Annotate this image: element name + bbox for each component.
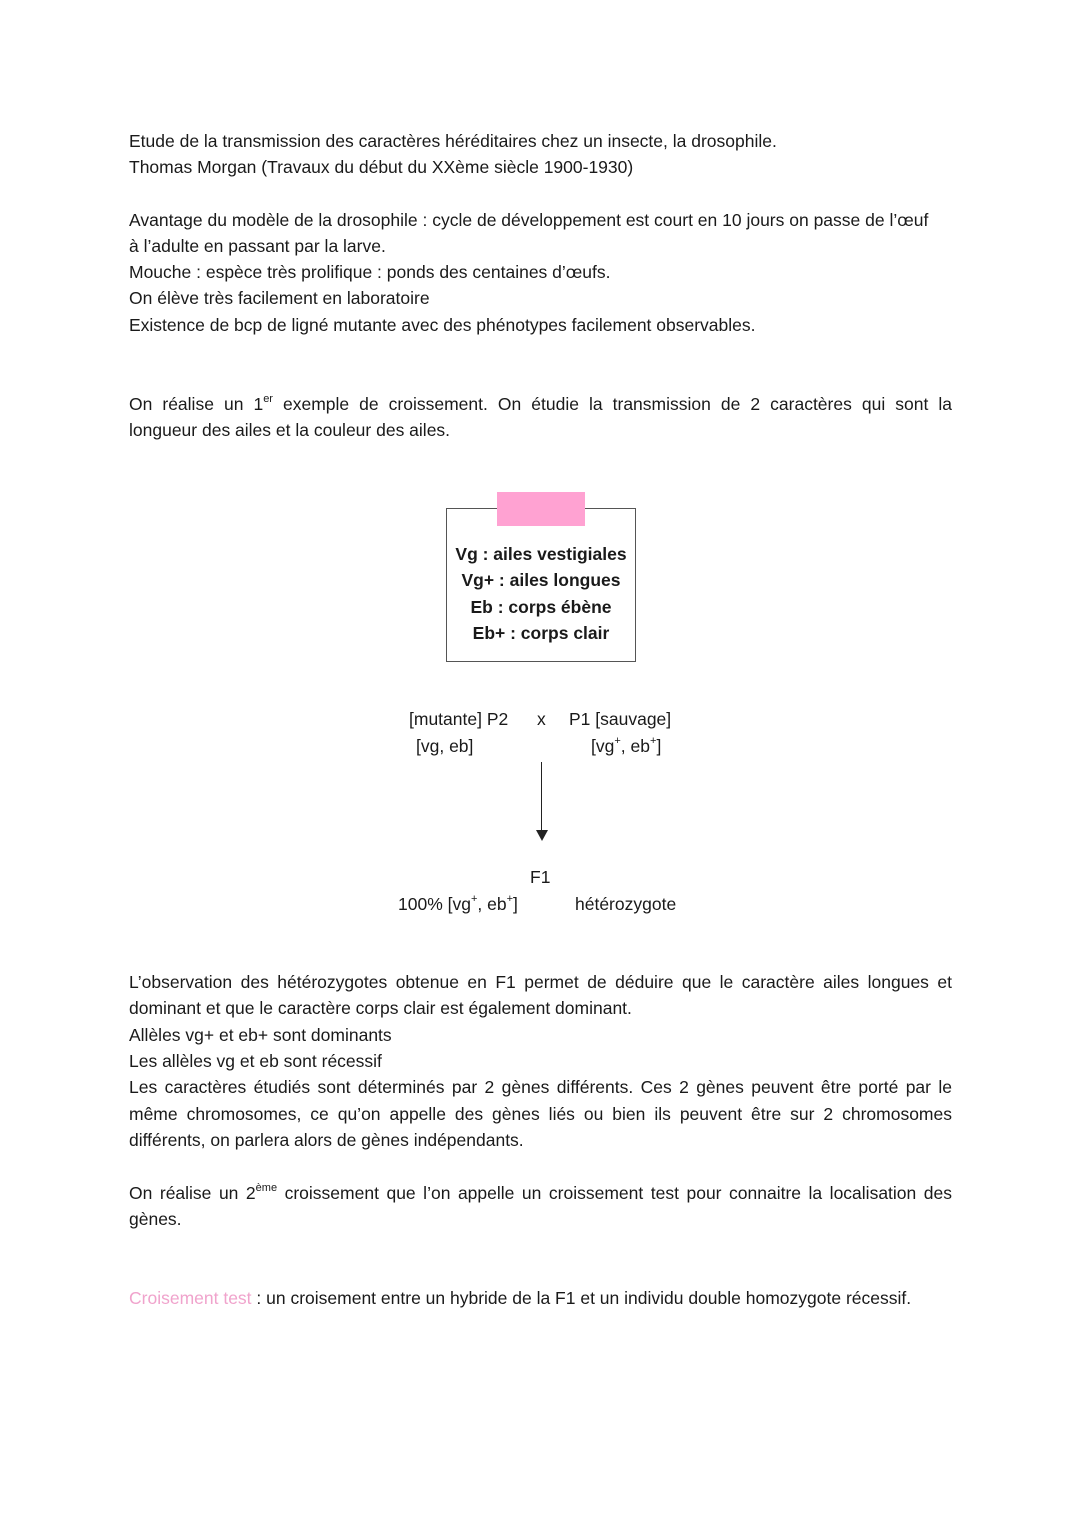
advantages-line-3: Mouche : espèce très prolifique : ponds des centaines d’œufs. — [129, 262, 611, 282]
cross2-ordinal: ème — [255, 1182, 278, 1195]
f1-result-part: ] — [513, 894, 518, 914]
legend-eb: Eb : corps ébène — [470, 597, 612, 617]
p1-genotype — [591, 733, 661, 759]
observation-line-6: même chromosomes, ce qu’on appelle des gènes liés ou bien ils peuvent être sur 2 chromosomes — [129, 1104, 952, 1124]
cross2-line-1-end: croissement que l’on appelle un croissement test pour connaitre la localisation des — [277, 1183, 952, 1203]
advantages-line-1: Avantage du modèle de la drosophile : cycle de développement est court en 10 jours on passe de l’œuf — [129, 210, 929, 230]
advantages-line-4: On élève très facilement en laboratoire — [129, 288, 430, 308]
f1-note: hétérozygote — [575, 894, 677, 914]
observation-line-5: Les caractères étudiés sont déterminés par 2 gènes différents. Ces 2 gènes peuvent être porté par le — [129, 1077, 952, 1097]
cross-arrow-shaft — [541, 762, 542, 832]
definition-term: Croisement test — [129, 1288, 252, 1308]
f1-result-part: , eb — [477, 894, 507, 914]
p1-genotype-sup: + — [614, 735, 621, 748]
f1-result-part: 100% [vg — [398, 894, 471, 914]
legend-vg: Vg : ailes vestigiales — [455, 544, 627, 564]
advantages-line-2: à l’adulte en passant par la larve. — [129, 236, 386, 256]
f1-label: F1 — [530, 867, 551, 887]
cross1-line-1-start: On réalise un 1 — [129, 394, 264, 414]
legend-pink-tab — [497, 492, 585, 526]
author-line: Thomas Morgan (Travaux du début du XXème siècle 1900-1930) — [129, 157, 634, 177]
document-title: Etude de la transmission des caractères héréditaires chez un insecte, la drosophile. — [129, 131, 777, 151]
advantages-line-5: Existence de bcp de ligné mutante avec des phénotypes facilement observables. — [129, 315, 756, 335]
observation-line-7: différents, on parlera alors de gènes indépendants. — [129, 1130, 524, 1150]
cross-symbol: x — [537, 709, 546, 729]
observation-line-2: dominant et que le caractère corps clair est également dominant. — [129, 998, 632, 1018]
observation-line-1: L’observation des hétérozygotes obtenue en F1 permet de déduire que le caractère ailes longues et — [129, 972, 952, 992]
cross1-line-1 — [129, 391, 952, 417]
cross1-line-1-end: exemple de croissement. On étudie la transmission de 2 caractères qui sont la — [272, 394, 952, 414]
observation-line-3: Allèles vg+ et eb+ sont dominants — [129, 1025, 392, 1045]
cross1-line-2: longueur des ailes et la couleur des ailes. — [129, 420, 451, 440]
legend-eb-plus: Eb+ : corps clair — [472, 623, 610, 643]
cross2-line-1 — [129, 1180, 952, 1206]
cross1-ordinal: er — [263, 393, 273, 406]
definition-line — [129, 1285, 952, 1311]
legend-vg-plus: Vg+ : ailes longues — [461, 570, 621, 590]
cross2-line-1-start: On réalise un 2 — [129, 1183, 256, 1203]
p2-genotype: [vg, eb] — [416, 736, 474, 756]
p1-genotype-part: [vg — [591, 736, 615, 756]
p1-genotype-part: , eb — [620, 736, 650, 756]
p2-label: [mutante] P2 — [409, 709, 509, 729]
p1-genotype-part: ] — [656, 736, 662, 756]
p1-label: P1 [sauvage] — [569, 709, 672, 729]
f1-result-sup: + — [506, 893, 514, 906]
definition-text: : un croisement entre un hybride de la F1 et un individu double homozygote récessif. — [251, 1288, 912, 1308]
observation-line-4: Les allèles vg et eb sont récessif — [129, 1051, 382, 1071]
down-arrow-icon — [536, 830, 548, 841]
f1-result-sup: + — [470, 893, 478, 906]
f1-result — [398, 891, 518, 917]
p1-genotype-sup: + — [650, 735, 657, 748]
cross2-line-2: gènes. — [129, 1209, 182, 1229]
